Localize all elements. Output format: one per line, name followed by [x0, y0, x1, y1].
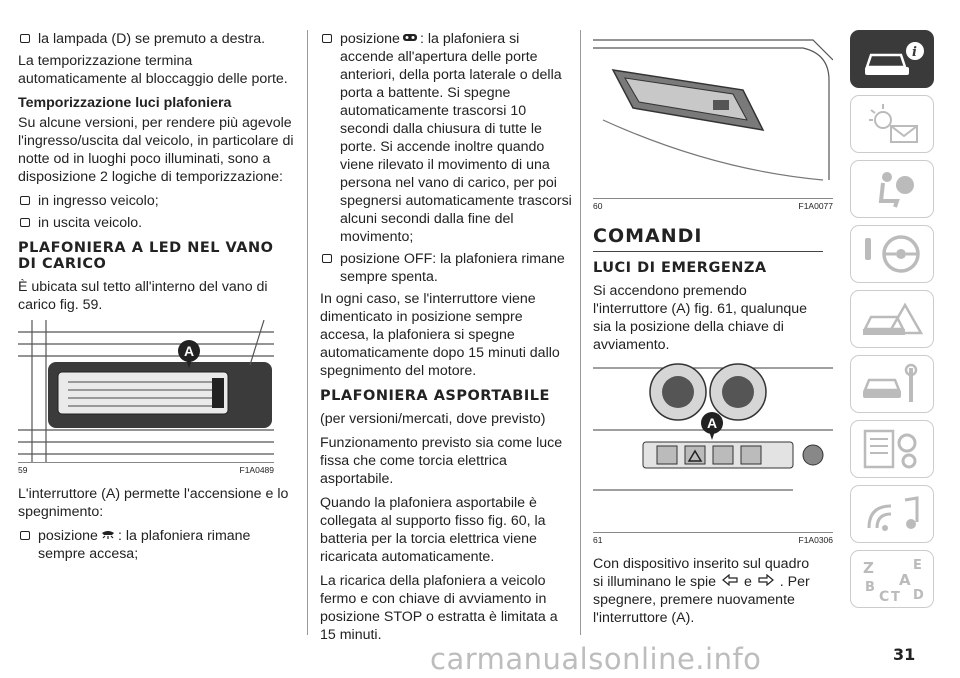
paragraph: Funzionamento previsto sia come luce fissa che come torcia elettrica asportabile. — [320, 435, 563, 488]
tab-warning-lights[interactable] — [850, 95, 934, 153]
list-item — [320, 250, 575, 286]
callout-a: A — [701, 412, 723, 434]
airbag-seat-icon — [861, 167, 925, 213]
index-letter: B — [865, 580, 875, 595]
list-item — [18, 192, 296, 210]
figure-caption — [593, 198, 833, 211]
steering-wheel-icon — [861, 232, 925, 278]
tab-specifications[interactable] — [850, 420, 934, 478]
figure-code: F1A0077 — [798, 201, 833, 211]
index-letter: C — [879, 589, 890, 603]
bullet-box-icon — [20, 34, 30, 43]
figure-caption — [18, 462, 274, 475]
figure-code: F1A0489 — [239, 465, 274, 475]
bullet-text: : la plafoniera si accende all'apertura delle porte anteriori, della porta laterale o della porta a battente. Si spegne automaticamente trascorsi 10 secondi dalla chiusura di tutte le porte. Si accende inoltre quando viene rilevato il movimento di una persona nel vano di carico, per poi spegnersi automaticamente trascorsi alcuni secondi dalla fine del movimento; — [340, 31, 572, 246]
column-divider — [580, 30, 581, 635]
section-heading-timer: Temporizzazione luci plafoniera — [18, 95, 232, 111]
column-1 — [18, 30, 296, 567]
callout-a: A — [178, 340, 200, 362]
paragraph: (per versioni/mercati, dove previsto) — [320, 411, 546, 428]
paragraph: In ogni caso, se l'interruttore viene dimenticato in posizione sempre accesa, la plafoniera si spegne automaticamente dopo 15 minuti dallo spegnimento del motore. — [320, 291, 560, 380]
list-item — [18, 214, 296, 232]
section-heading-portable: PLAFONIERA ASPORTABILE — [320, 388, 550, 405]
portable-light-image — [593, 30, 833, 198]
bullet-box-icon — [20, 531, 30, 540]
figure-60 — [593, 30, 833, 211]
paragraph: È ubicata sul tetto all'interno del vano di carico fig. 59. — [18, 279, 268, 313]
figure-number: 59 — [18, 465, 28, 475]
right-turn-indicator-icon — [758, 573, 774, 591]
index-letters-icon — [861, 557, 925, 603]
car-info-icon — [861, 37, 925, 83]
tab-index[interactable] — [850, 550, 934, 608]
bullet-box-icon — [20, 218, 30, 227]
tab-emergency[interactable] — [850, 290, 934, 348]
car-service-icon — [861, 362, 925, 408]
bullet-text: posizione — [340, 31, 400, 47]
paragraph: La ricarica della plafoniera a veicolo fermo e con chiave di avviamento in posizione STOP o estratta è limitata a 15 minuti. — [320, 573, 558, 644]
tab-starting-driving[interactable] — [850, 225, 934, 283]
tab-multimedia[interactable] — [850, 485, 934, 543]
column-divider — [307, 30, 308, 635]
paragraph — [593, 555, 823, 627]
figure-59 — [18, 320, 296, 475]
paragraph: Quando la plafoniera asportabile è collegata al supporto fisso fig. 60, la batteria per la torcia elettrica viene ricaricata automaticamente. — [320, 495, 546, 566]
figure-code: F1A0306 — [798, 535, 833, 545]
svg-text:i: i — [912, 45, 917, 60]
chapter-tabs — [850, 30, 936, 615]
page-number: 31 — [893, 645, 916, 664]
paragraph: La temporizzazione termina automaticamente al bloccaggio delle porte. — [18, 53, 288, 87]
bullet-box-icon — [322, 34, 332, 43]
figure-61 — [593, 360, 833, 545]
figure-number: 60 — [593, 201, 603, 211]
index-letter: D — [913, 588, 924, 603]
list-item — [18, 30, 296, 48]
left-turn-indicator-icon — [722, 573, 738, 591]
text-span: Con dispositivo inserito sul quadro si illuminano le spie — [593, 556, 810, 590]
paragraph: L'interruttore (A) permette l'accensione e lo spegnimento: — [18, 486, 289, 520]
bullet-box-icon — [322, 254, 332, 263]
accident-icon — [861, 297, 925, 343]
bullet-box-icon — [20, 196, 30, 205]
warning-lights-icon — [861, 102, 925, 148]
index-letter: A — [899, 571, 911, 589]
bullet-text: : la plafoniera rimane sempre accesa; — [38, 528, 251, 563]
index-letter: Z — [863, 559, 874, 577]
specifications-icon — [861, 427, 925, 473]
figure-number: 61 — [593, 535, 603, 545]
bullet-text: posizione — [38, 528, 98, 544]
bullet-text: posizione OFF: la plafoniera rimane sempre spenta. — [340, 251, 565, 286]
section-heading-hazard: LUCI DI EMERGENZA — [593, 260, 767, 276]
chapter-heading-comandi: COMANDI — [593, 225, 823, 252]
text-span: e — [743, 574, 752, 590]
section-heading-led: PLAFONIERA A LED NEL VANO DI CARICO — [18, 240, 274, 272]
bullet-text: in uscita veicolo. — [38, 215, 143, 231]
index-letter: E — [913, 558, 922, 573]
paragraph: Si accendono premendo l'interruttore (A) fig. 61, qualunque sia la posizione della chiave di avviamento. — [593, 283, 808, 353]
tab-car-info[interactable] — [850, 30, 934, 88]
hazard-switch-image — [593, 360, 833, 532]
paragraph: Su alcune versioni, per rendere più agevole l'ingresso/uscita dal veicolo, in particolare di notte od in luoghi poco illuminati, sono a disposizione 2 logiche di temporizzazione: — [18, 115, 294, 185]
bullet-text: in ingresso veicolo; — [38, 193, 159, 209]
list-item — [18, 527, 296, 563]
multimedia-icon — [861, 492, 925, 538]
text-span: . Per spegnere, premere nuovamente l'interruttore (A). — [593, 574, 810, 627]
column-3 — [593, 30, 833, 633]
door-light-icon — [402, 30, 418, 48]
led-ceiling-light-image — [18, 320, 274, 462]
tab-maintenance[interactable] — [850, 355, 934, 413]
figure-caption — [593, 532, 833, 545]
list-item — [320, 30, 575, 246]
light-on-icon — [100, 527, 116, 545]
watermark: carmanualsonline.info — [430, 642, 762, 676]
bullet-text: la lampada (D) se premuto a destra. — [38, 31, 266, 47]
index-letter: T — [891, 590, 900, 603]
column-2 — [320, 30, 575, 650]
tab-safety[interactable] — [850, 160, 934, 218]
